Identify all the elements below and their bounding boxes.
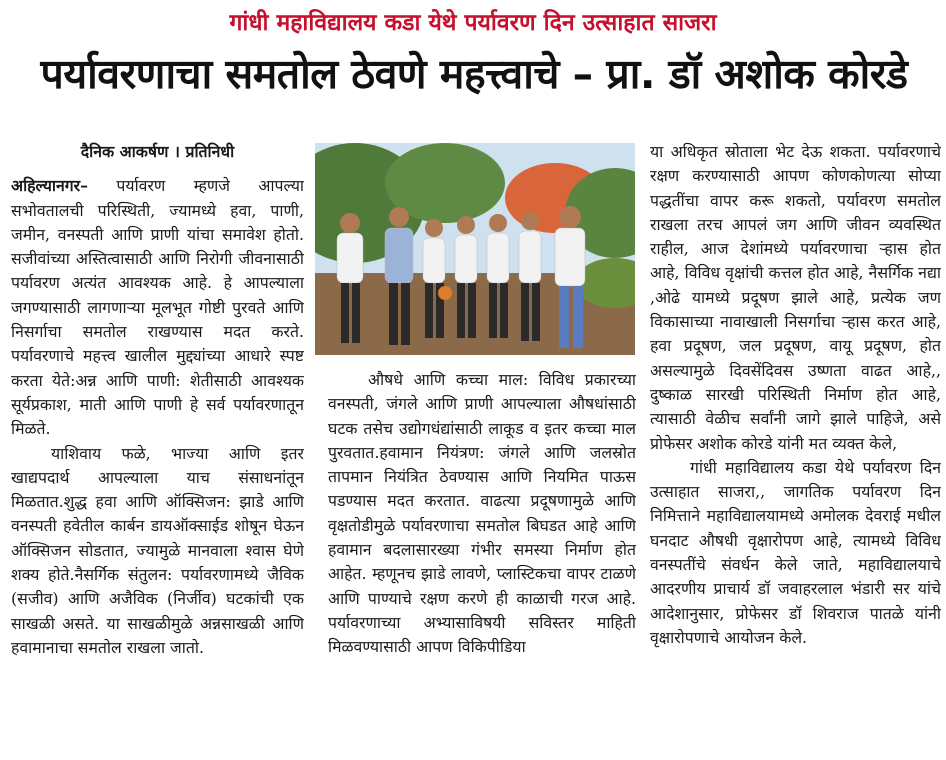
byline: दैनिक आकर्षण । प्रतिनिधी <box>80 142 235 161</box>
paragraph <box>11 174 304 441</box>
paragraph: गांधी महाविद्यालय कडा येथे पर्यावरण दिन उत्साहात साजरा,, जागतिक पर्यावरण दिन निमित्ताने महाविद्यालयामध्ये अमोलक देवराई मधील घनदाट औषधी वृक्षारोपण आहे, त्यामध्ये विविध वनस्पतींचे संवर्धन केले जाते, महाविद्यालयाचे आदरणीय प्राचार्य डॉ जवाहरलाल भंडारी सर यांचे आदेशानुसार, प्रोफेसर डॉ शिवराज पातळे यांनी वृक्षारोपणाचे आयोजन केले. <box>650 457 941 647</box>
event-photo <box>315 143 635 355</box>
dateline: अहिल्यानगर– <box>11 176 89 196</box>
article-column-3 <box>650 140 941 755</box>
paragraph: औषधे आणि कच्चा माल: विविध प्रकारच्या वनस्पती, जंगले आणि प्राणी आपल्याला औषधांसाठी घटक तसेच उद्योगधंद्यांसाठी लाकूड व इतर कच्चा माल पुरवतात.हवामान नियंत्रण: जंगले आणि जलस्रोत तापमान नियंत्रित ठेवण्यास आणि नियमित पाऊस पडण्यास मदत करतात. वाढत्या प्रदूषणामुळे आणि वृक्षतोडीमुळे पर्यावरणाचा समतोल बिघडत आहे आणि हवामान बदलासारख्या गंभीर समस्या निर्माण होत आहेत. म्हणूनच झाडे लावणे, प्लास्टिकचा वापर टाळणे आणि पाण्याचे रक्षण करणे ही काळाची गरज आहे. पर्यावरणाच्या अभ्यासाविषयी सविस्तर माहिती मिळवण्यासाठी आपण विकिपीडिया <box>328 370 636 657</box>
tree-planting-photo-illustration <box>315 143 635 355</box>
main-headline: पर्यावरणाचा समतोल ठेवणे महत्त्वाचे – प्रा. डॉ अशोक कोरडे <box>40 50 908 98</box>
paragraph-text: पर्यावरण म्हणजे आपल्या सभोवतालची परिस्थिती, ज्यामध्ये हवा, पाणी, जमीन, वनस्पती आणि प्राणी यांचा समावेश होतो. सजीवांच्या अस्तित्वासाठी आणि निरोगी जीवनासाठी पर्यावरण अत्यंत आवश्यक आहे. हे आपल्याला जगण्यासाठी लागणाऱ्या मूलभूत गोष्टी पुरवते आणि निसर्गाचा समतोल राखण्यास मदत करते. पर्यावरणाचे महत्त्व खालील मुद्द्यांच्या आधारे स्पष्ट करता येते:अन्न आणि पाणी: शेतीसाठी आवश्यक सूर्यप्रकाश, माती आणि पाणी हे सर्व पर्यावरणातून मिळते. <box>11 176 304 439</box>
kicker-subheadline: गांधी महाविद्यालय कडा येथे पर्यावरण दिन उत्साहात साजरा <box>229 10 717 36</box>
article-column-1 <box>11 140 304 755</box>
paragraph: याशिवाय फळे, भाज्या आणि इतर खाद्यपदार्थ आपल्याला याच संसाधनांतून मिळतात.शुद्ध हवा आणि ऑक्सिजन: झाडे आणि वनस्पती हवेतील कार्बन डायऑक्साईड शोषून घेऊन ऑक्सिजन सोडतात, ज्यामुळे मानवाला श्वास घेणे शक्य होते.नैसर्गिक संतुलन: पर्यावरणामध्ये जैविक (सजीव) आणि अजैविक (निर्जीव) घटकांची एक साखळी असते. या साखळीमुळे अन्नसाखळी आणि हवामानाचा समतोल राखला जातो. <box>11 443 304 657</box>
article-column-2 <box>328 368 636 758</box>
paragraph: या अधिकृत स्रोताला भेट देऊ शकता. पर्यावरणाचे रक्षण करण्यासाठी आपण कोणकोणत्या सोप्या पद्धतींचा वापर करू शकतो, पर्यावरण समतोल राखला तरच आपलं जग आणि जीवन व्यवस्थित राहील, आज देशांमध्ये पर्यावरणाचा ऱ्हास होत आहे, विविध वृक्षांची कत्तल होत आहे, नैसर्गिक नद्या ,ओढे यामध्ये प्रदूषण झाले आहे, प्रत्येक जण विकासाच्या नावाखाली निसर्गाचा ऱ्हास करत आहे, हवा प्रदूषण, जल प्रदूषण, वायू प्रदूषण, होत असल्यामुळे दिवसेंदिवस उष्णता वाढत आहे,, दुष्काळ सारखी परिस्थिती निर्माण होत आहे, त्यासाठी वेळीच सर्वांनी जागे झाले पाहिजे, असे प्रोफेसर अशोक कोरडे यांनी मत व्यक्त केले, <box>650 142 941 453</box>
